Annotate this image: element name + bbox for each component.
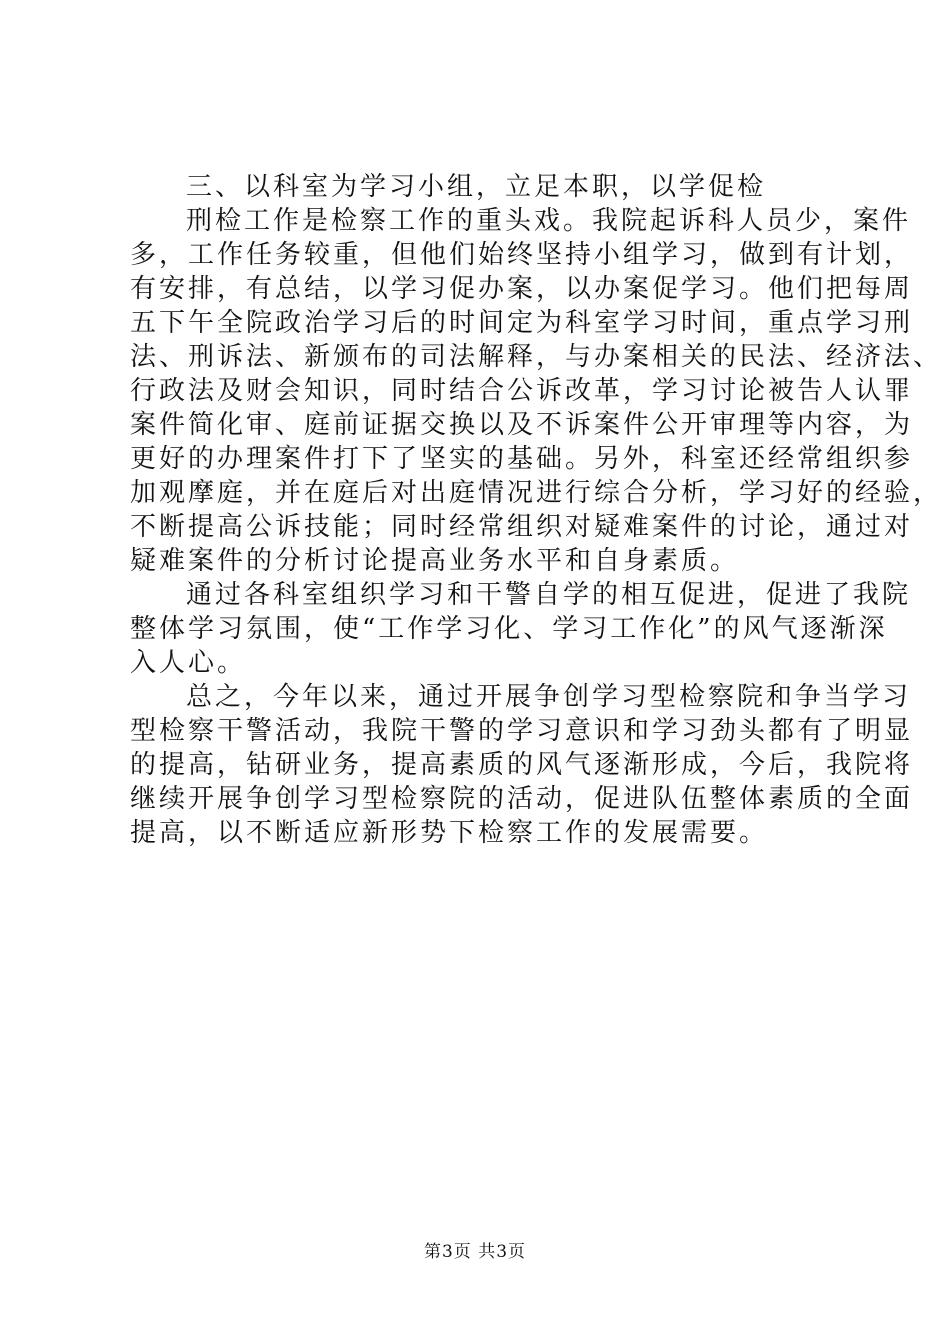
paragraph-line: 加观摩庭，并在庭后对出庭情况进行综合分析，学习好的经验，	[130, 478, 943, 508]
paragraph-line: 继续开展争创学习型检察院的活动，促进队伍整体素质的全面	[130, 784, 914, 814]
paragraph-line: 型检察干警活动，我院干警的学习意识和学习劲头都有了明显	[130, 716, 914, 746]
paragraph-line: 行政法及财会知识，同时结合公诉改革，学习讨论被告人认罪	[130, 376, 914, 406]
paragraph-line: 入人心。	[130, 648, 247, 678]
paragraph-line: 案件简化审、庭前证据交换以及不诉案件公开审理等内容，为	[130, 410, 914, 440]
paragraph-line: 有安排，有总结，以学习促办案，以办案促学习。他们把每周	[130, 274, 914, 304]
paragraph-line: 疑难案件的分析讨论提高业务水平和自身素质。	[130, 546, 740, 576]
paragraph-line: 多，工作任务较重，但他们始终坚持小组学习，做到有计划，	[130, 240, 914, 270]
paragraph-line: 整体学习氛围，使“工作学习化、学习工作化”的风气逐渐深	[130, 614, 888, 644]
paragraph-line: 刑检工作是检察工作的重头戏。我院起诉科人员少，案件	[186, 206, 912, 236]
section-heading: 三、以科室为学习小组，立足本职，以学促检	[186, 172, 767, 202]
paragraph-line: 更好的办理案件打下了坚实的基础。另外，科室还经常组织参	[130, 444, 914, 474]
paragraph-line: 的提高，钻研业务，提高素质的风气逐渐形成，今后，我院将	[130, 750, 914, 780]
paragraph-line: 五下午全院政治学习后的时间定为科室学习时间，重点学习刑	[130, 308, 914, 338]
paragraph-line: 法、刑诉法、新颁布的司法解释，与办案相关的民法、经济法、	[130, 342, 943, 372]
paragraph-line: 不断提高公诉技能；同时经常组织对疑难案件的讨论，通过对	[130, 512, 914, 542]
paragraph-line: 提高，以不断适应新形势下检察工作的发展需要。	[130, 818, 769, 848]
paragraph-line: 通过各科室组织学习和干警自学的相互促进，促进了我院	[186, 580, 912, 610]
page-footer: 第3页 共3页	[423, 1242, 527, 1262]
paragraph-line: 总之，今年以来，通过开展争创学习型检察院和争当学习	[186, 682, 912, 712]
document-body	[130, 170, 943, 850]
